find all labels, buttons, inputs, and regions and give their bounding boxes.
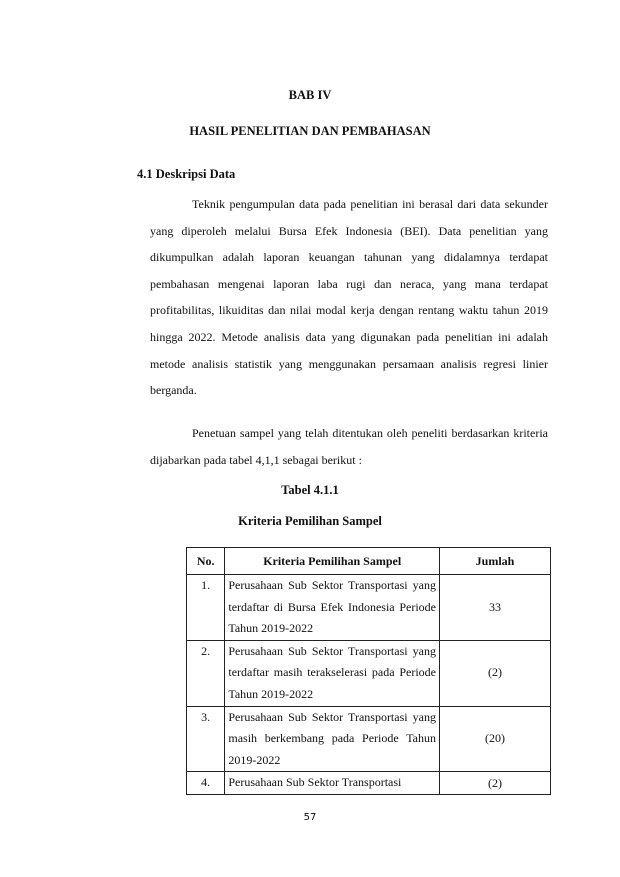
row-no: 4. bbox=[187, 772, 225, 795]
page-number: 57 bbox=[303, 812, 317, 823]
table-row bbox=[187, 706, 551, 772]
row-count: 33 bbox=[440, 575, 551, 641]
table-row bbox=[187, 575, 551, 641]
row-criteria: Perusahaan Sub Sektor Transportasi bbox=[225, 772, 440, 795]
row-criteria: Perusahaan Sub Sektor Transportasi yang terdaftar masih terakselerasi pada Periode Tahun 2019-2022 bbox=[225, 640, 440, 706]
paragraph-data-description: Teknik pengumpulan data pada penelitian ini berasal dari data sekunder yang diperoleh melalui Bursa Efek Indonesia (BEI). Data penelitian yang dikumpulkan adalah laporan keuangan tahunan yang didalamnya terdapat pembahasan mengenai laporan laba rugi dan neraca, yang mana terdapat profitabilitas, likuiditas dan nilai modal kerja dengan rentang waktu tahun 2019 hingga 2022. Metode analisis data yang digunakan pada penelitian ini adalah metode analisis statistik yang menggunakan persamaan analisis regresi linier berganda. bbox=[150, 197, 548, 398]
row-count: (2) bbox=[440, 772, 551, 795]
row-criteria: Perusahaan Sub Sektor Transportasi yang terdaftar di Bursa Efek Indonesia Periode Tahun 2019-2022 bbox=[225, 575, 440, 641]
row-count: (2) bbox=[440, 640, 551, 706]
paragraph-sample-criteria: Penetuan sampel yang telah ditentukan oleh peneliti berdasarkan kriteria dijabarkan pada tabel 4,1,1 sebagai berikut : bbox=[150, 426, 548, 467]
table-caption: Tabel 4.1.1 bbox=[281, 483, 339, 497]
chapter-title: BAB IV bbox=[288, 88, 332, 102]
table-row bbox=[187, 772, 551, 795]
header-no: No. bbox=[187, 548, 225, 575]
row-count: (20) bbox=[440, 706, 551, 772]
chapter-heading: HASIL PENELITIAN DAN PEMBAHASAN bbox=[189, 124, 431, 138]
section-heading: 4.1 Deskripsi Data bbox=[137, 167, 236, 181]
table-header-row bbox=[187, 548, 551, 575]
row-no: 3. bbox=[187, 706, 225, 772]
header-criteria: Kriteria Pemilihan Sampel bbox=[225, 548, 440, 575]
row-no: 1. bbox=[187, 575, 225, 641]
header-count: Jumlah bbox=[440, 548, 551, 575]
table-row bbox=[187, 640, 551, 706]
row-criteria: Perusahaan Sub Sektor Transportasi yang masih berkembang pada Periode Tahun 2019-2022 bbox=[225, 706, 440, 772]
criteria-table bbox=[186, 547, 551, 795]
table-title: Kriteria Pemilihan Sampel bbox=[238, 514, 382, 528]
row-no: 2. bbox=[187, 640, 225, 706]
